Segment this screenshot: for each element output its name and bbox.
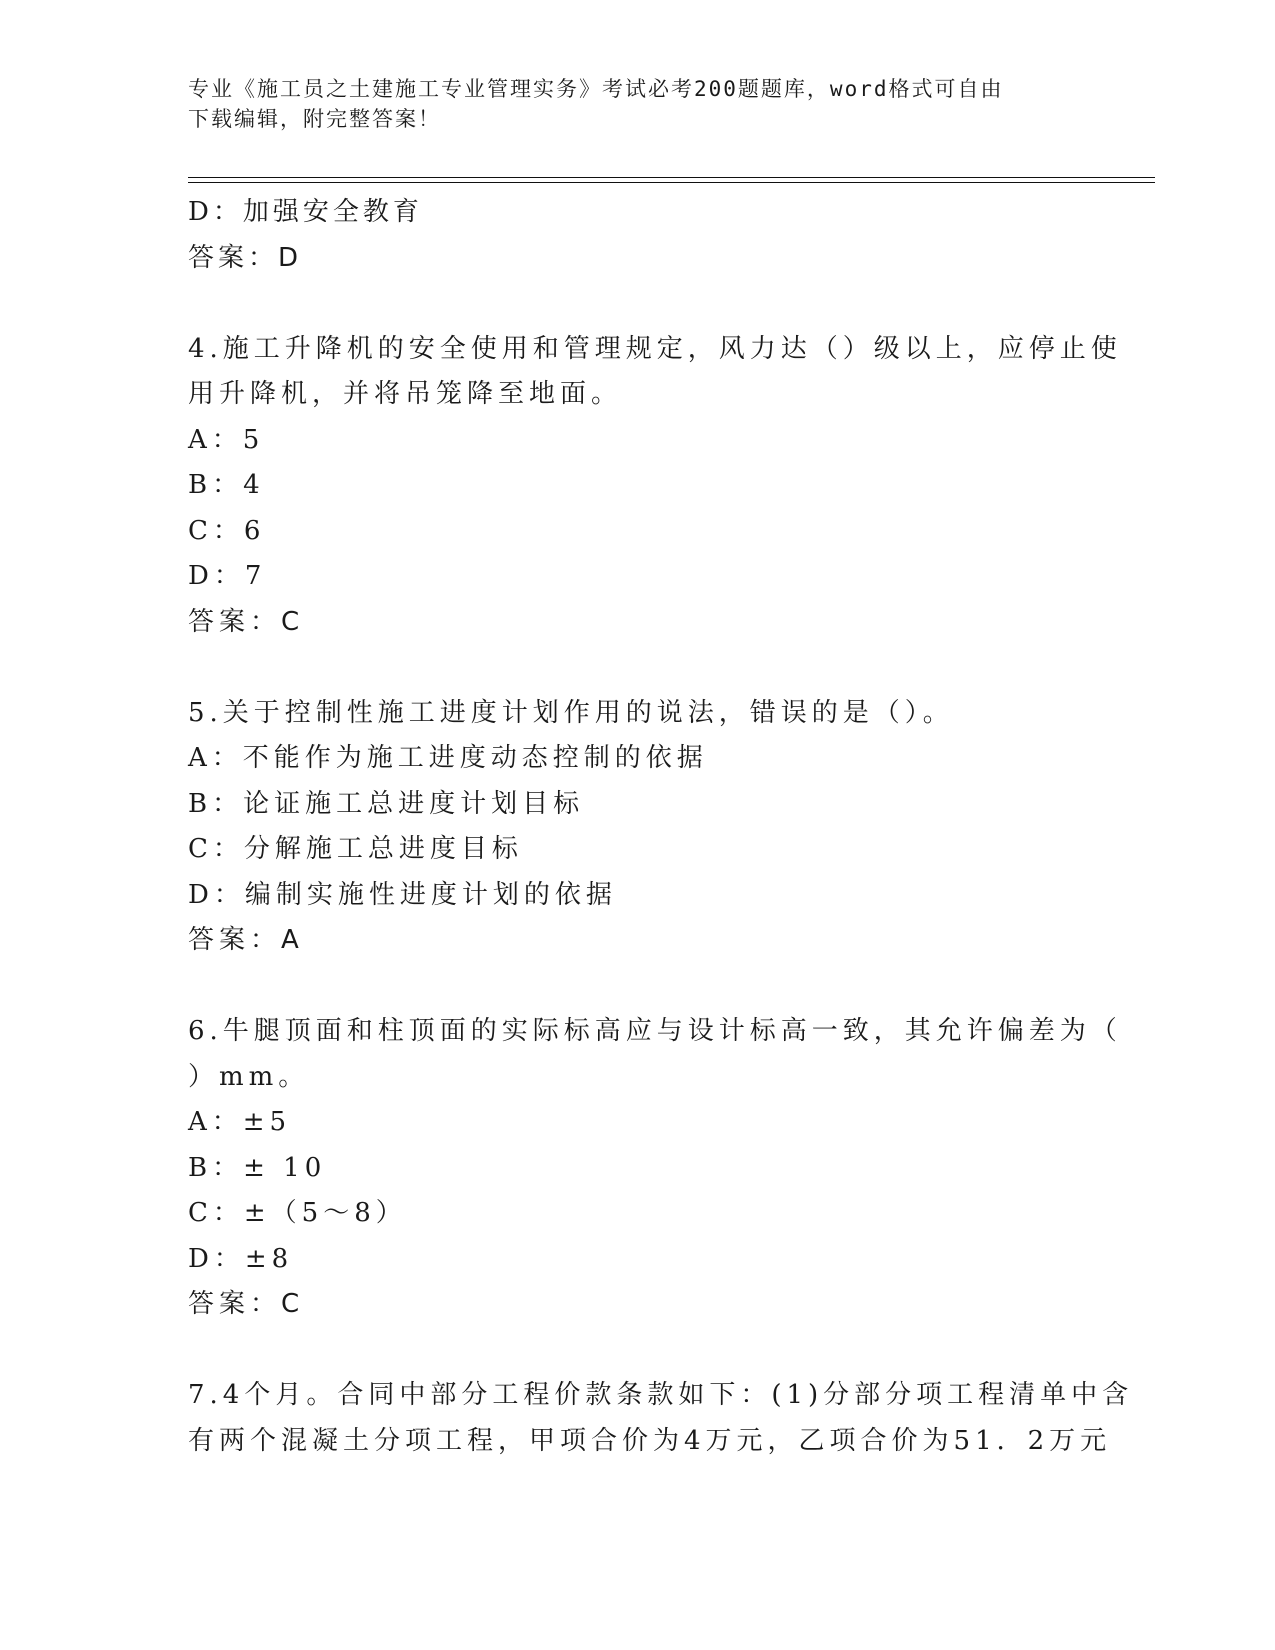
option-d: D：±8 bbox=[188, 1243, 294, 1274]
question-text: 7.4个月。合同中部分工程价款条款如下：(1)分部分项工程清单中含 bbox=[188, 1380, 1134, 1410]
option-a: A：不能作为施工进度动态控制的依据 bbox=[188, 743, 708, 773]
question-text: 5.关于控制性施工进度计划作用的说法，错误的是（）。 bbox=[188, 697, 954, 728]
option-d: D：编制实施性进度计划的依据 bbox=[188, 879, 617, 910]
header-divider-bottom bbox=[188, 182, 1155, 183]
question-block-4 bbox=[188, 327, 1122, 646]
header-divider-top bbox=[188, 177, 1155, 178]
question-text: 4.施工升降机的安全使用和管理规定，风力达（）级以上，应停止使 bbox=[188, 333, 1122, 364]
answer-line: 答案：C bbox=[188, 1289, 305, 1319]
question-text: 用升降机，并将吊笼降至地面。 bbox=[188, 379, 623, 409]
document-body bbox=[188, 190, 1134, 1464]
question-text: 6.牛腿顶面和柱顶面的实际标高应与设计标高一致，其允许偏差为（ bbox=[188, 1016, 1122, 1046]
question-block-5 bbox=[188, 691, 1068, 964]
answer-line: 答案：D bbox=[188, 242, 303, 273]
answer-line: 答案：A bbox=[188, 925, 304, 955]
option-b: B：± 10 bbox=[188, 1152, 327, 1183]
block-spacer bbox=[188, 645, 1068, 691]
question-block-3 bbox=[188, 190, 1068, 281]
option-b: B：论证施工总进度计划目标 bbox=[188, 788, 585, 819]
block-spacer bbox=[188, 1328, 1068, 1374]
block-spacer bbox=[188, 281, 1068, 327]
header-line-1: 专业《施工员之土建施工专业管理实务》考试必考200题题库，word格式可自由 bbox=[188, 77, 1004, 101]
question-text: 有两个混凝土分项工程，甲项合价为4万元，乙项合价为51．2万元 bbox=[188, 1425, 1112, 1456]
option-d: D：7 bbox=[188, 561, 267, 591]
header-line-2: 下载编辑，附完整答案！ bbox=[188, 107, 441, 131]
question-block-6 bbox=[188, 1009, 1122, 1328]
question-block-7 bbox=[188, 1373, 1134, 1464]
option-c: C：6 bbox=[188, 515, 266, 546]
option-c: C：分解施工总进度目标 bbox=[188, 834, 523, 864]
option-b: B：4 bbox=[188, 470, 265, 500]
option-a: A：±5 bbox=[188, 1107, 292, 1137]
option-a: A：5 bbox=[188, 424, 265, 455]
question-text: ）mm。 bbox=[188, 1061, 310, 1092]
option-d: D：加强安全教育 bbox=[188, 197, 423, 227]
page-header bbox=[188, 74, 1068, 134]
answer-line: 答案：C bbox=[188, 606, 305, 637]
block-spacer bbox=[188, 964, 1068, 1010]
option-c: C：±（5～8） bbox=[188, 1198, 407, 1228]
